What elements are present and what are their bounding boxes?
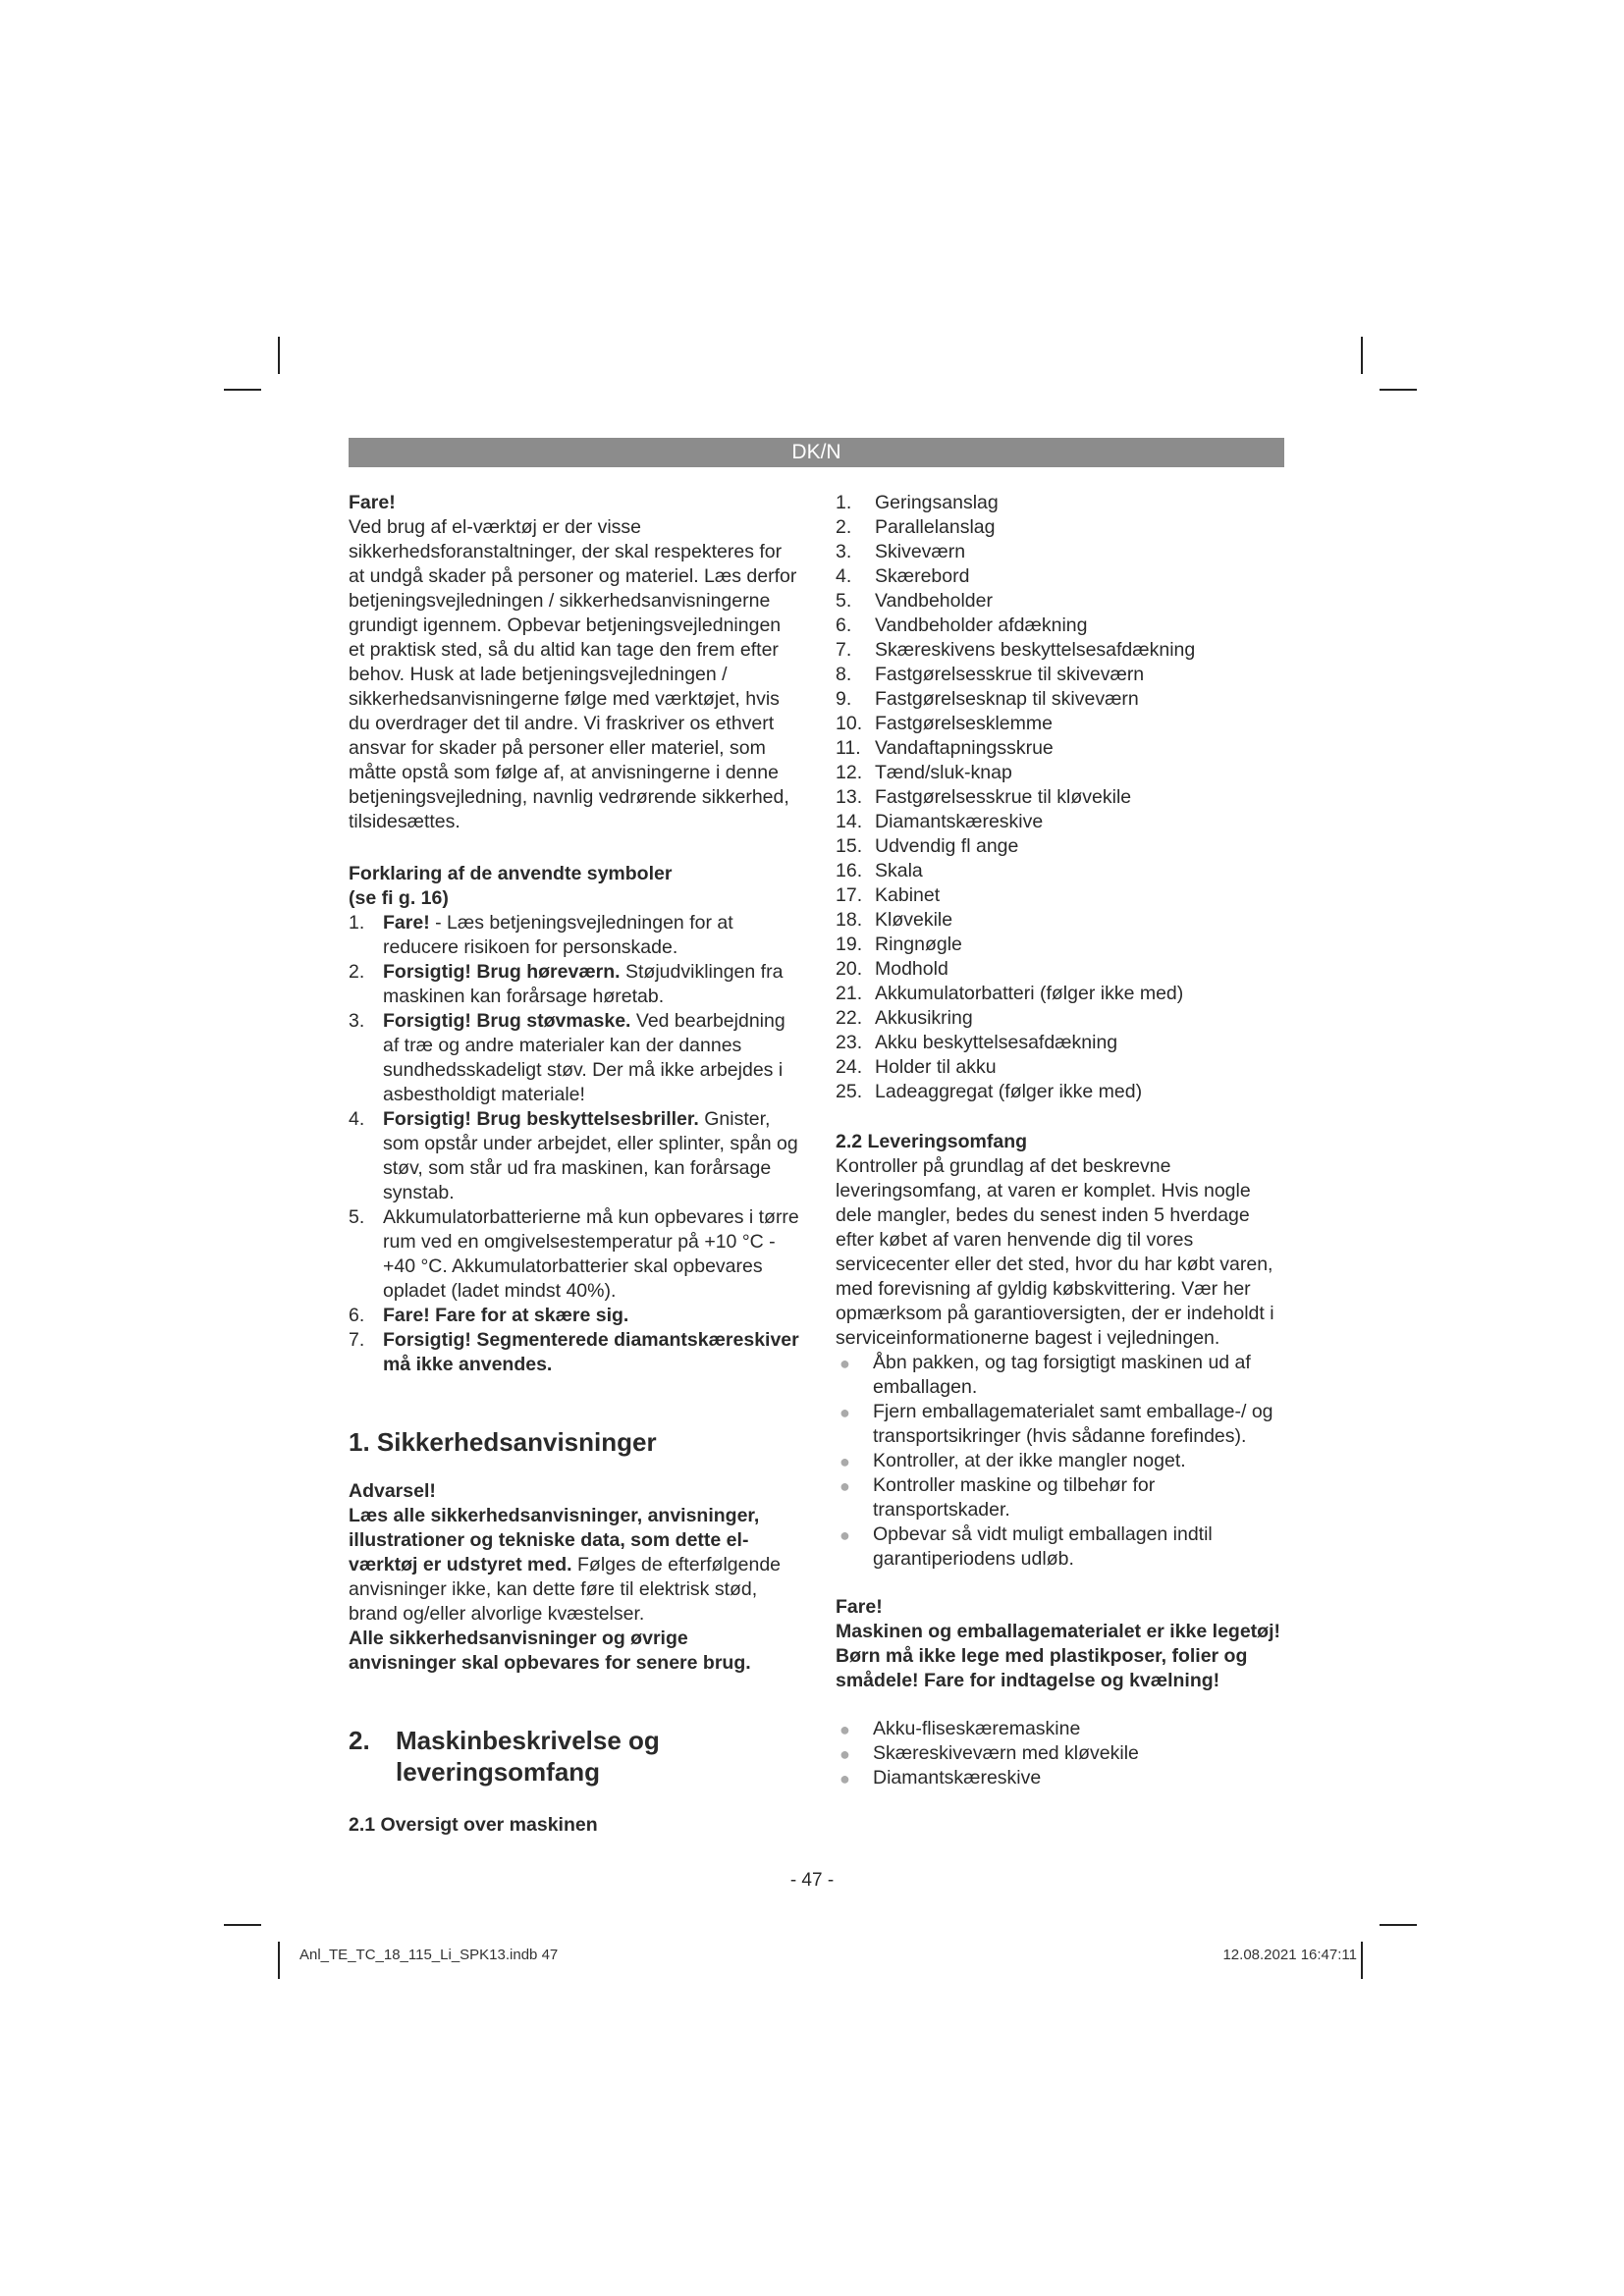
crop-mark bbox=[1361, 1942, 1363, 1979]
page-number: - 47 - bbox=[789, 1870, 835, 1891]
symbols-heading: Forklaring af de anvendte symboler bbox=[349, 863, 673, 884]
danger-heading: Fare! bbox=[349, 492, 396, 513]
warning-heading: Advarsel! bbox=[349, 1480, 436, 1502]
list-item: 21. Akkumulatorbatteri (følger ikke med) bbox=[836, 983, 1184, 1004]
bullet-icon: ● bbox=[839, 1720, 850, 1739]
list-item: 4. Skærebord bbox=[836, 565, 970, 587]
list-item: ● Skæreskiveværn med kløvekile bbox=[836, 1741, 1287, 1766]
list-item: 12. Tænd/sluk-knap bbox=[836, 762, 1012, 783]
crop-mark bbox=[1361, 337, 1363, 374]
symbols-figure-ref: (se fi g. 16) bbox=[349, 887, 449, 909]
list-item: 24. Holder til akku bbox=[836, 1056, 997, 1078]
list-item: 3. Forsigtig! Brug støvmaske. Ved bearbejdning af træ og andre materialer kan der dannes sundhedsskadeligt støv. Der må ikke arbejdes i asbestholdigt materiale! bbox=[349, 1010, 785, 1105]
section-2-2-title: 2.2 Leveringsomfang bbox=[836, 1131, 1028, 1152]
section-1-title: 1. Sikkerhedsanvisninger bbox=[349, 1427, 657, 1457]
list-item: ● Kontroller maskine og tilbehør for transportskader. bbox=[839, 1474, 1156, 1521]
list-item: 6. Vandbeholder afdækning bbox=[836, 614, 1088, 636]
crop-mark bbox=[1380, 1924, 1417, 1926]
list-item: 1. Geringsanslag bbox=[836, 492, 999, 513]
warning-text: Læs alle sikkerhedsanvisninger, anvisninger, illustrationer og tekniske data, som dette el-værktøj er udstyret med. Følges de efterfølgende anvisninger ikke, kan dette føre til elektrisk stød, brand og/eller alvorlige kvæstelser. bbox=[349, 1505, 782, 1625]
list-item: 9. Fastgørelsesknap til skiveværn bbox=[836, 688, 1139, 710]
list-item: 7. Skæreskivens beskyttelsesafdækning bbox=[836, 639, 1196, 661]
section-2-1-title: 2.1 Oversigt over maskinen bbox=[349, 1814, 598, 1836]
list-item: 8. Fastgørelsesskrue til skiveværn bbox=[836, 664, 1145, 685]
bullet-icon: ● bbox=[839, 1525, 850, 1545]
contents-list bbox=[836, 1717, 1287, 1790]
list-item: 5. Vandbeholder bbox=[836, 590, 993, 612]
list-item: 6. Fare! Fare for at skære sig. bbox=[349, 1305, 629, 1326]
warning-keep-text: Alle sikkerhedsanvisninger og øvrige anvisninger skal opbevares for senere brug. bbox=[349, 1628, 751, 1674]
list-item: 5. Akkumulatorbatterierne må kun opbevares i tørre rum ved en omgivelsestemperatur på +10 °C - +40 °C. Akkumulatorbatterier skal opbevares opladet (ladet mindst 40%). bbox=[349, 1206, 799, 1302]
delivery-steps-list bbox=[836, 1351, 1287, 1572]
footer-file: Anl_TE_TC_18_115_Li_SPK13.indb 47 bbox=[299, 1947, 559, 1963]
list-item: 4. Forsigtig! Brug beskyttelsesbriller. Gnister, som opstår under arbejdet, eller splinter, spån og støv, som står ud fra maskinen, kan forårsage synstab. bbox=[349, 1108, 798, 1203]
list-item: 16. Skala bbox=[836, 860, 923, 881]
list-item: ● Opbevar så vidt muligt emballagen indtil garantiperiodens udløb. bbox=[839, 1523, 1213, 1570]
bullet-icon: ● bbox=[839, 1452, 850, 1471]
list-item: 25. Ladeaggregat (følger ikke med) bbox=[836, 1081, 1143, 1102]
list-item: 1. Fare! - Læs betjeningsvejledningen for at reducere risikoen for personskade. bbox=[349, 912, 733, 958]
list-item: 2. Forsigtig! Brug høreværn. Støjudviklingen fra maskinen kan forårsage høretab. bbox=[349, 961, 784, 1007]
list-item: ● Åbn pakken, og tag forsigtigt maskinen ud af emballagen. bbox=[839, 1352, 1251, 1398]
list-item: 11. Vandaftapningsskrue bbox=[836, 737, 1054, 759]
list-item: ● Fjern emballagematerialet samt emballage-/ og transportsikringer (hvis sådanne forefindes). bbox=[839, 1401, 1273, 1447]
footer-timestamp: 12.08.2021 16:47:11 bbox=[1222, 1947, 1357, 1963]
list-item: 14. Diamantskæreskive bbox=[836, 811, 1044, 832]
bullet-icon: ● bbox=[839, 1476, 850, 1496]
danger-heading-right: Fare! bbox=[836, 1596, 883, 1618]
list-item: 15. Udvendig fl ange bbox=[836, 835, 1019, 857]
bullet-icon: ● bbox=[839, 1403, 850, 1422]
list-item: ● Akku-fliseskæremaskine bbox=[836, 1717, 1287, 1741]
bullet-icon: ● bbox=[839, 1354, 850, 1373]
list-item: 10. Fastgørelsesklemme bbox=[836, 713, 1053, 734]
list-item: 3. Skiveværn bbox=[836, 541, 966, 562]
crop-mark bbox=[224, 389, 261, 391]
danger-text-right: Maskinen og emballagematerialet er ikke legetøj! Børn må ikke lege med plastikposer, folier og smådele! Fare for indtagelse og kvælning! bbox=[836, 1621, 1281, 1691]
delivery-text: Kontroller på grundlag af det beskrevne leveringsomfang, at varen er komplet. Hvis nogle dele mangler, bedes du senest inden 5 hverdage efter købet af varen henvende dig til vores servicecenter eller det sted, hvor du har købt varen, med forevisning af gyldig købskvittering. Vær her opmærksom på garantioversigten, der er indeholdt i serviceinformationerne bagest i vejledningen. bbox=[836, 1155, 1274, 1349]
list-item: 17. Kabinet bbox=[836, 884, 941, 906]
language-header: DK/N bbox=[349, 438, 1284, 467]
left-column bbox=[349, 491, 800, 1838]
bullet-icon: ● bbox=[839, 1769, 850, 1789]
parts-list bbox=[836, 491, 1287, 1104]
crop-mark bbox=[278, 337, 280, 374]
list-item: 2. Parallelanslag bbox=[836, 516, 996, 538]
list-item: 20. Modhold bbox=[836, 958, 948, 980]
crop-mark bbox=[278, 1942, 280, 1979]
list-item: 22. Akkusikring bbox=[836, 1007, 973, 1029]
danger-text: Ved brug af el-værktøj er der visse sikkerhedsforanstaltninger, der skal respekteres for at undgå skader på personer og materiel. Læs derfor betjeningsvejledningen / sikkerhedsanvisningerne grundigt igennem. Opbevar betjeningsvejledningen et praktisk sted, så du altid kan tage den frem efter behov. Husk at lade betjeningsvejledningen / sikkerhedsanvisningerne følge med værktøjet, hvis du overdrager det til andre. Vi fraskriver os ethvert ansvar for skader på personer eller materiel, som måtte opstå som følge af, at anvisningerne i denne betjeningsvejledning, navnlig vedrørende sikkerhed, tilsidesættes. bbox=[349, 516, 797, 832]
section-2-title: 2. Maskinbeskrivelse og leveringsomfang bbox=[349, 1726, 660, 1787]
list-item: 13. Fastgørelsesskrue til kløvekile bbox=[836, 786, 1132, 808]
list-item: ● Kontroller, at der ikke mangler noget. bbox=[836, 1449, 1287, 1473]
list-item: 18. Kløvekile bbox=[836, 909, 953, 931]
symbols-list bbox=[349, 911, 800, 1377]
list-item: 23. Akku beskyttelsesafdækning bbox=[836, 1032, 1118, 1053]
list-item: ● Diamantskæreskive bbox=[836, 1766, 1287, 1790]
crop-mark bbox=[224, 1924, 261, 1926]
right-column bbox=[836, 491, 1287, 1790]
crop-mark bbox=[1380, 389, 1417, 391]
list-item: 7. Forsigtig! Segmenterede diamantskæreskiver må ikke anvendes. bbox=[349, 1329, 799, 1375]
bullet-icon: ● bbox=[839, 1744, 850, 1764]
list-item: 19. Ringnøgle bbox=[836, 934, 962, 955]
